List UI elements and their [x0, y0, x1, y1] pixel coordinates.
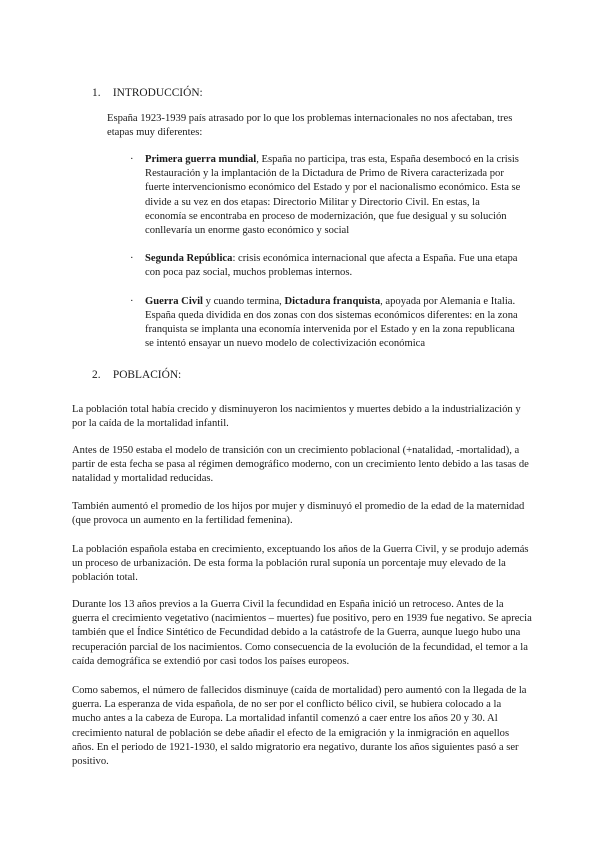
list-item	[130, 252, 522, 280]
bullet-text: , España no participa, tras esta, España desembocó en la crisis Restauración y la implantación de la Dictadura de Primo de Rivera caracterizada por fuerte intervencionismo económico del Estado y por el nacionalismo económico. Esta se divide a su vez en dos etapas: Directorio Militar y Directorio Civil. En estas, la economía se encontraba en proceso de modernización, que fue desigual y su solución conllevaría un enorme gasto económico y social	[145, 154, 521, 237]
bullet-bold-term: Primera guerra mundial	[145, 154, 257, 165]
bullet-marker: ·	[130, 253, 134, 265]
bullet-text: : crisis económica internacional que afecta a España. Fue una etapa con poca paz social, muchos problemas internos.	[145, 253, 518, 279]
bullet-bold-term: Segunda República	[145, 253, 233, 265]
section-heading-introduccion	[92, 86, 203, 100]
body-paragraph: También aumentó el promedio de los hijos por mujer y disminuyó el promedio de la edad de la maternidad (que provoca un aumento en la fertilidad femenina).	[72, 501, 525, 527]
bullet-text: , apoyada por Alemania e Italia. España queda dividida en dos zonas con dos sistemas económicos diferentes: en la zona franquista se implanta una economía intervenida por el Estado y en la zona republicana se intentó ensayar un nuevo modelo de colectivización económica	[145, 295, 518, 350]
bullet-bold-term: Guerra Civil	[145, 295, 203, 307]
stages-list	[130, 153, 522, 365]
bullet-marker: ·	[130, 295, 134, 307]
body-paragraph: La población total había crecido y disminuyeron los nacimientos y muertes debido a la industrialización y por la caída de la mortalidad infantil.	[72, 404, 521, 430]
list-item	[130, 153, 522, 238]
bullet-text-mid: y cuando termina,	[202, 295, 285, 307]
section-title: INTRODUCCIÓN:	[112, 87, 203, 99]
section-heading-poblacion	[92, 368, 181, 382]
section-number: 2.	[92, 369, 101, 381]
body-paragraph: Como sabemos, el número de fallecidos disminuye (caída de mortalidad) pero aumentó con la llegada de la guerra. La esperanza de vida española, de no ser por el conflicto bélico civil, se hubiera colocado a la mucho antes a la cabeza de Europa. La mortalidad infantil comenzó a caer entre los años 20 y 30. Al crecimiento natural de población se debe añadir el efecto de la emigración y la inmigración en aquellos años. En el periodo de 1921-1930, el saldo migratorio era negativo, durante los años siguientes pasó a ser positivo.	[72, 685, 527, 768]
bullet-marker: ·	[130, 154, 134, 165]
body-paragraph: Durante los 13 años previos a la Guerra Civil la fecundidad en España inició un retroceso. Antes de la guerra el crecimiento vegetativo (nacimientos – muertes) fue positivo, pero en 1939 fue negativo. Se aprecia también que el Índice Sintético de Fecundidad debido a la catástrofe de la Guerra, aunque luego hubo una recuperación parcial de los nacimientos. Como consecuencia de la evolución de la fecundidad, el temor a la caída demográfica se extendió por casi todos los países europeos.	[72, 599, 532, 667]
body-paragraph: La población española estaba en crecimiento, exceptuando los años de la Guerra Civil, y se produjo además un proceso de urbanización. De esta forma la población rural suponía un porcentaje muy elevado de la población total.	[72, 544, 529, 584]
section-number: 1.	[92, 87, 101, 99]
intro-paragraph: España 1923-1939 país atrasado por lo que los problemas internacionales no nos afectaban, tres etapas muy diferentes:	[107, 113, 513, 139]
body-paragraph: Antes de 1950 estaba el modelo de transición con un crecimiento poblacional (+natalidad, -mortalidad), a partir de esta fecha se pasa al régimen demográfico moderno, con un crecimiento lento debido a las tasas de natalidad y mortalidad reducidas.	[72, 445, 529, 485]
bullet-bold-term-2: Dictadura franquista	[284, 295, 381, 307]
section-title: POBLACIÓN:	[112, 369, 182, 381]
list-item	[130, 295, 522, 352]
